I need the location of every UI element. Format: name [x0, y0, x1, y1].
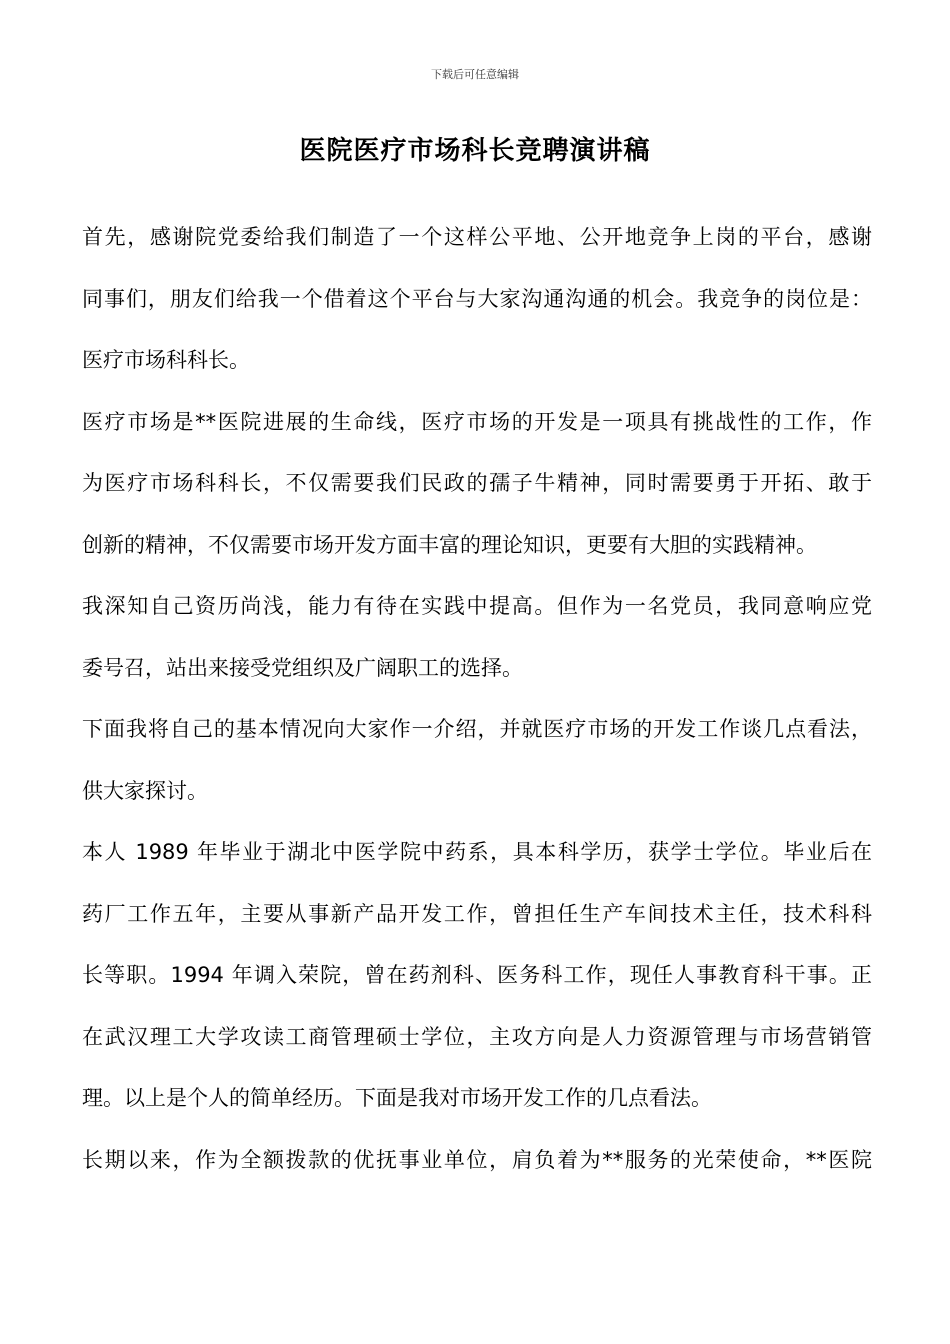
text-line: 委号召，站出来接受党组织及广阔职工的选择。	[82, 655, 523, 680]
text-line: 下面我将自己的基本情况向大家作一介绍，并就医疗市场的开发工作谈几点看法，	[82, 717, 872, 741]
document-title: 医院医疗市场科长竞聘演讲稿	[299, 136, 651, 166]
text-line: 在武汉理工大学攻读工商管理硕士学位，主攻方向是人力资源管理与市场营销管	[82, 1024, 872, 1049]
text-line: 理。以上是个人的简单经历。下面是我对市场开发工作的几点看法。	[82, 1086, 712, 1110]
text-line: 药厂工作五年，主要从事新产品开发工作，曾担任生产车间技术主任，技术科科	[82, 901, 872, 926]
text-line: 长等职。1994 年调入荣院，曾在药剂科、医务科工作，现任人事教育科干事。正	[82, 963, 872, 987]
text-line: 本人 1989 年毕业于湖北中医学院中药系，具本科学历，获学士学位。毕业后在	[82, 840, 872, 864]
text-line: 为医疗市场科科长，不仅需要我们民政的孺子牛精神，同时需要勇于开拓、敢于	[82, 471, 872, 495]
text-line: 供大家探讨。	[82, 778, 208, 803]
body-text	[82, 218, 872, 1202]
text-line: 长期以来，作为全额拨款的优抚事业单位，肩负着为**服务的光荣使命，**医院	[82, 1147, 872, 1172]
text-line: 创新的精神，不仅需要市场开发方面丰富的理论知识，更要有大胆的实践精神。	[82, 532, 817, 557]
header-note: 下载后可任意编辑	[431, 68, 519, 81]
text-line: 我深知自己资历尚浅，能力有待在实践中提高。但作为一名党员，我同意响应党	[82, 594, 872, 618]
text-line: 首先，感谢院党委给我们制造了一个这样公平地、公开地竞争上岗的平台，感谢	[82, 225, 872, 249]
text-line: 同事们，朋友们给我一个借着这个平台与大家沟通沟通的机会。我竞争的岗位是：	[82, 286, 872, 311]
text-line: 医疗市场科科长。	[82, 348, 250, 372]
text-line: 医疗市场是**医院进展的生命线，医疗市场的开发是一项具有挑战性的工作，作	[82, 409, 872, 434]
